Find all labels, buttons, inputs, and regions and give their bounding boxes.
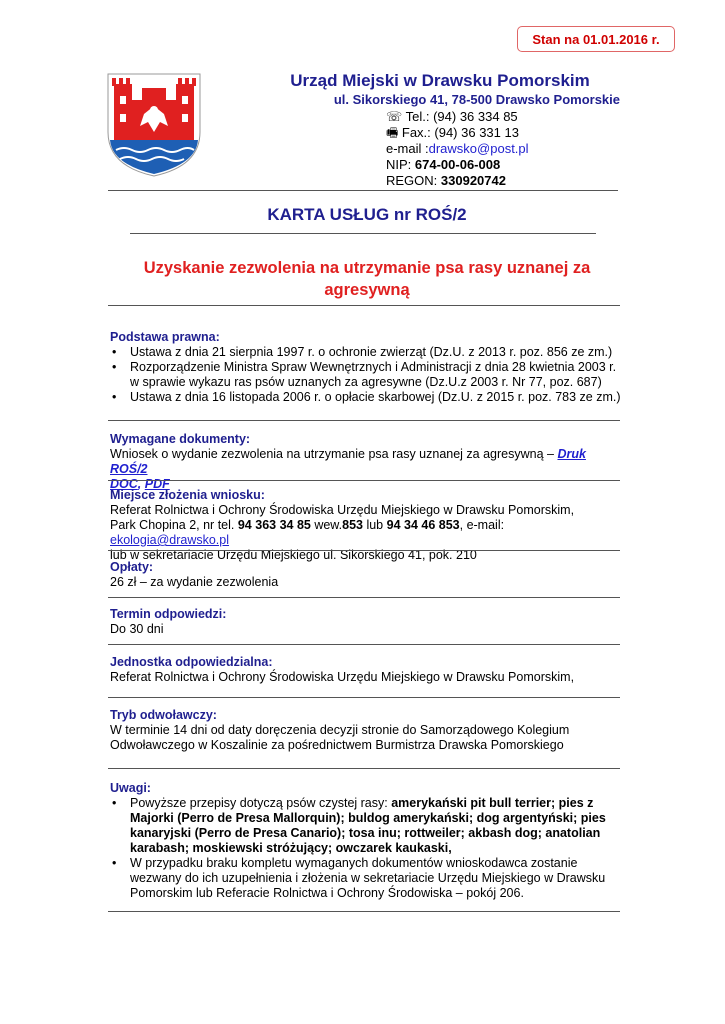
notes-heading: Uwagi: [110,781,151,795]
notes-list [110,796,622,901]
deadline-heading: Termin odpowiedzi: [110,607,227,621]
deadline-section [110,607,622,637]
office-address: ul. Sikorskiego 41, 78-500 Drawsko Pomorskie [333,92,620,107]
phone-icon: ☏ [386,109,406,124]
appeal-heading: Tryb odwoławczy: [110,708,217,722]
form-link[interactable]: Druk ROŚ/2 [110,447,586,476]
coat-of-arms-icon [104,70,204,178]
office-regon: REGON: 330920742 [386,173,506,188]
list-item: • Ustawa z dnia 16 listopada 2006 r. o opłacie skarbowej (Dz.U. z 2015 r. poz. 783 ze zm.) [130,390,622,405]
submission-place-section: Miejsce złożenia wniosku: Referat Rolnictwa i Ochrony Środowiska Urzędu Miejskiego w Drawsku Pomorskim, Park Chopina 2, nr tel. 94 363 34 85 wew.853 lub 94 34 46 853, e-mail: ekologia@drawsko.pl lub w sekretariacie Urzędu Miejskiego ul. Sikorskiego 41, pok. 210 [110,488,622,563]
divider [108,550,620,551]
list-item: • Rozporządzenie Ministra Spraw Wewnętrznych i Administracji z dnia 28 kwietnia 2003 r. w sprawie wykazu ras psów uznanych za agresywne (Dz.U.z 2003 r. Nr 77, poz. 687) [130,360,622,390]
office-name: Urząd Miejski w Drawsku Pomorskim [290,71,590,90]
divider [108,480,620,481]
responsible-unit-heading: Jednostka odpowiedzialna: [110,655,273,669]
legal-basis-heading: Podstawa prawna: [110,330,220,344]
divider [108,420,620,421]
fees-heading: Opłaty: [110,560,154,574]
date-stamp: Stan na 01.01.2016 r. [517,26,675,52]
office-email-link[interactable]: drawsko@post.pl [428,141,529,156]
divider [108,305,620,306]
office-nip: NIP: 674-00-06-008 [386,157,501,172]
list-item: • Powyższe przepisy dotyczą psów czystej rasy: amerykański pit bull terrier; pies z Majorki (Perro de Presa Mallorquin); buldog amerykański; dog argentyński; pies kanaryjski (Perro de Presa Canario); tosa inu; rottweiler; akbash dog; anatolian karabash; moskiewski stróżujący; owczarek kaukaski, [130,796,622,856]
appeal-section [110,708,622,753]
doc-link[interactable]: DOC [110,477,138,491]
notes-section [110,781,622,901]
list-item: • Ustawa z dnia 21 sierpnia 1997 r. o ochronie zwierząt (Dz.U. z 2013 r. poz. 856 ze zm.) [130,345,622,360]
divider [108,597,620,598]
office-fax: 🖷 Fax.: (94) 36 331 13 [386,125,519,140]
pdf-link[interactable]: PDF [144,477,170,491]
divider [108,697,620,698]
divider [108,190,618,191]
office-phone: ☏ Tel.: (94) 36 334 85 [386,109,518,124]
ekologia-email-link[interactable]: ekologia@drawsko.pl [110,533,230,547]
fees-text: 26 zł – za wydanie zezwolenia [110,575,279,589]
card-title: KARTA USŁUG nr ROŚ/2 [267,205,467,224]
responsible-unit-section [110,655,622,685]
office-email: e-mail :drawsko@post.pl [386,141,529,156]
service-subject: Uzyskanie zezwolenia na utrzymanie psa rasy uznanej za agresywną [143,259,591,299]
divider [108,911,620,912]
divider [108,768,620,769]
deadline-text: Do 30 dni [110,622,164,636]
documents-text: Wniosek o wydanie zezwolenia na utrzymanie psa rasy uznanej za agresywną – Druk ROŚ/2 DOC, PDF [110,447,586,491]
appeal-text: W terminie 14 dni od daty doręczenia decyzji stronie do Samorządowego Kolegium Odwoławczego w Koszalinie za pośrednictwem Burmistrza Drawska Pomorskiego [110,723,570,752]
list-item: • W przypadku braku kompletu wymaganych dokumentów wnioskodawca zostanie wezwany do ich uzupełnienia i złożenia w sekretariacie Urzędu Miejskiego w Drawsku Pomorskim lub Referacie Rolnictwa i Ochrony Środowiska – pokój 206. [130,856,622,901]
office-header [230,70,620,189]
divider [130,233,596,234]
responsible-unit-text: Referat Rolnictwa i Ochrony Środowiska Urzędu Miejskiego w Drawsku Pomorskim, [110,670,575,684]
fax-icon: 🖷 [386,125,402,140]
documents-heading: Wymagane dokumenty: [110,432,251,446]
legal-basis-section [110,330,622,405]
legal-basis-list [110,345,622,405]
submission-place-heading: Miejsce złożenia wniosku: [110,488,265,502]
divider [108,644,620,645]
fees-section [110,560,622,590]
documents-section [110,432,622,492]
